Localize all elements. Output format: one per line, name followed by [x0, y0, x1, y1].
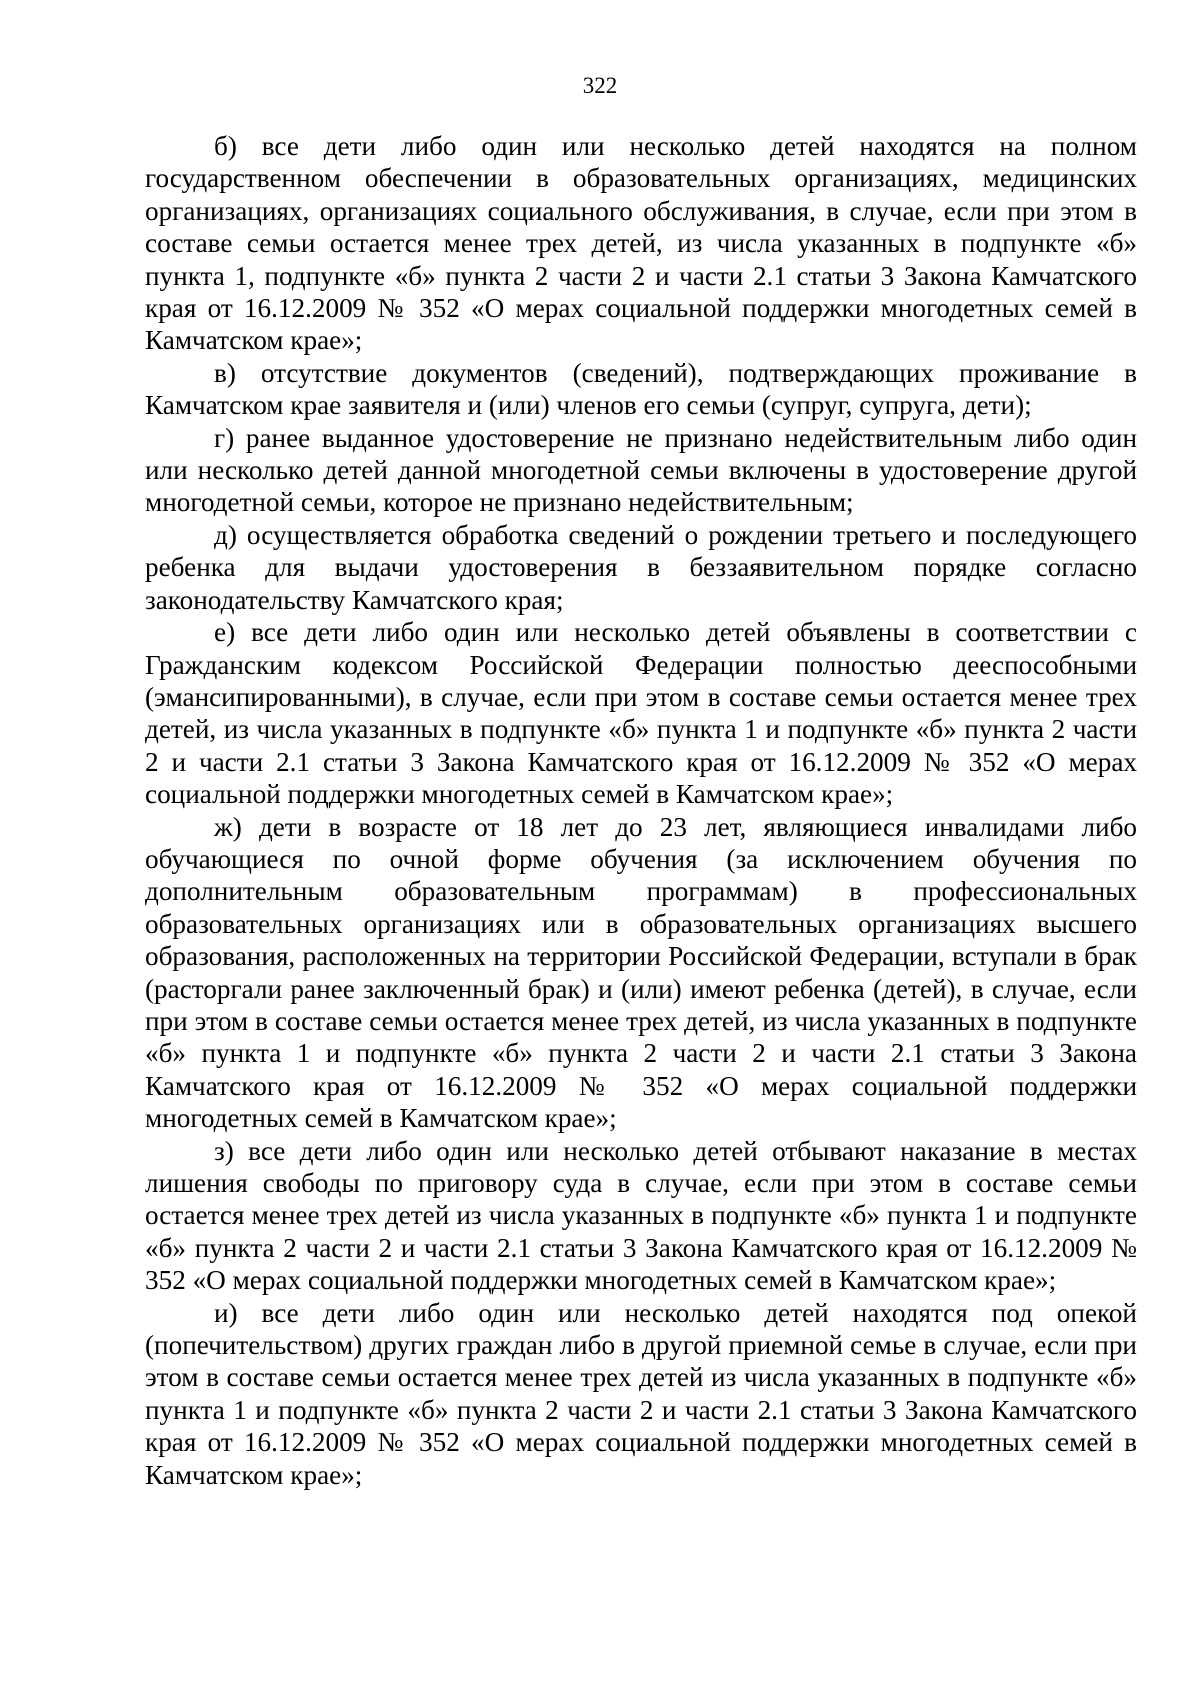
page-number: 322	[582, 73, 618, 98]
paragraph-v: в) отсутствие документов (сведений), подтверждающих проживание в Камчатском крае заявителя и (или) членов его семьи (супруг, супруга, дети);	[145, 357, 1137, 421]
paragraph-g: г) ранее выданное удостоверение не признано недействительным либо один или несколько детей данной многодетной семьи включены в удостоверение другой многодетной семьи, которое не признано недействительным;	[145, 422, 1137, 518]
paragraph-z: з) все дети либо один или несколько детей отбывают наказание в местах лишения свободы по приговору суда в случае, если при этом в составе семьи остается менее трех детей из числа указанных в подпункте «б» пункта 1 и подпункте «б» пункта 2 части 2 и части 2.1 статьи 3 Закона Камчатского края от 16.12.2009 № 352 «О мерах социальной поддержки многодетных семей в Камчатском крае»;	[145, 1135, 1137, 1296]
document-body	[145, 130, 1137, 1491]
paragraph-b: б) все дети либо один или несколько детей находятся на полном государственном обеспечении в образовательных организациях, медицинских организациях, организациях социального обслуживания, в случае, если при этом в составе семьи остается менее трех детей, из числа указанных в подпункте «б» пункта 1, подпункте «б» пункта 2 части 2 и части 2.1 статьи 3 Закона Камчатского края от 16.12.2009 № 352 «О мерах социальной поддержки многодетных семей в Камчатском крае»;	[145, 131, 1137, 356]
paragraph-e: е) все дети либо один или несколько детей объявлены в соответствии с Гражданским кодексом Российской Федерации полностью дееспособными (эмансипированными), в случае, если при этом в составе семьи остается менее трех детей, из числа указанных в подпункте «б» пункта 1 и подпункте «б» пункта 2 части 2 и части 2.1 статьи 3 Закона Камчатского края от 16.12.2009 № 352 «О мерах социальной поддержки многодетных семей в Камчатском крае»;	[145, 617, 1137, 810]
paragraph-d: д) осуществляется обработка сведений о рождении третьего и последующего ребенка для выдачи удостоверения в беззаявительном порядке согласно законодательству Камчатского края;	[145, 519, 1137, 615]
paragraph-i: и) все дети либо один или несколько детей находятся под опекой (попечительством) других граждан либо в другой приемной семье в случае, если при этом в составе семьи остается менее трех детей из числа указанных в подпункте «б» пункта 1 и подпункте «б» пункта 2 части 2 и части 2.1 статьи 3 Закона Камчатского края от 16.12.2009 № 352 «О мерах социальной поддержки многодетных семей в Камчатском крае»;	[145, 1297, 1137, 1490]
paragraph-zh: ж) дети в возрасте от 18 лет до 23 лет, являющиеся инвалидами либо обучающиеся по очной форме обучения (за исключением обучения по дополнительным образовательным программам) в профессиональных образовательных организациях или в образовательных организациях высшего образования, расположенных на территории Российской Федерации, вступали в брак (расторгали ранее заключенный брак) и (или) имеют ребенка (детей), в случае, если при этом в составе семьи остается менее трех детей, из числа указанных в подпункте «б» пункта 1 и подпункте «б» пункта 2 части 2 и части 2.1 статьи 3 Закона Камчатского края от 16.12.2009 № 352 «О мерах социальной поддержки многодетных семей в Камчатском крае»;	[145, 811, 1137, 1134]
